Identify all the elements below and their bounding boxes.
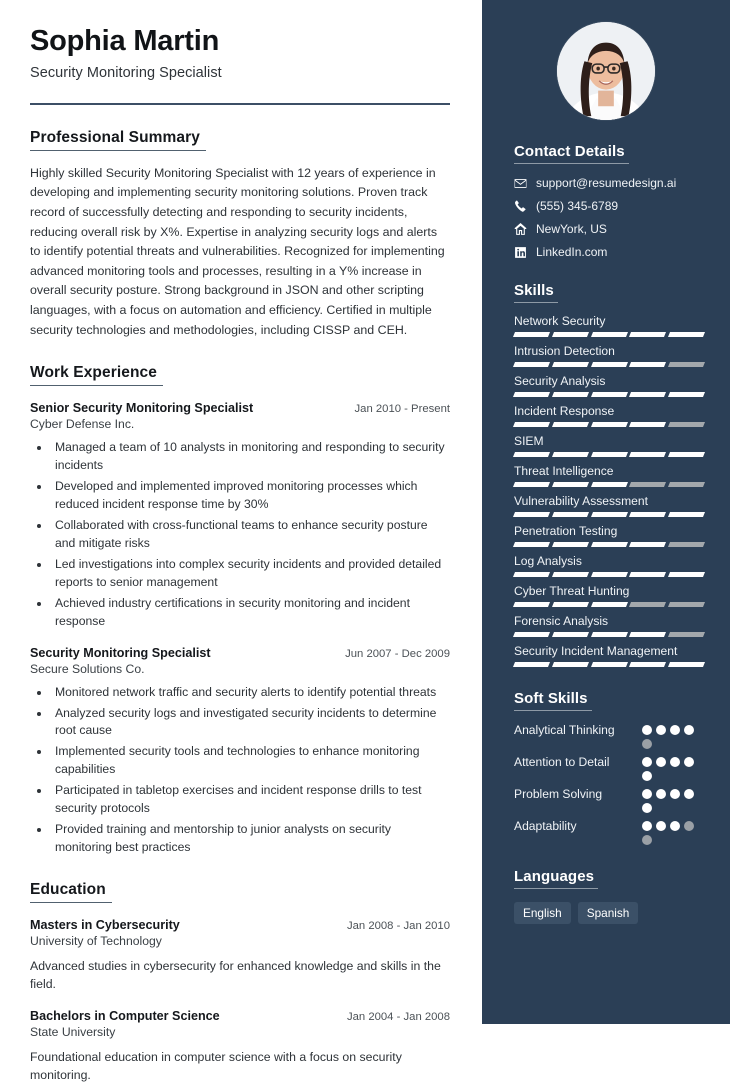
work-entry-role: Security Monitoring Specialist: [30, 645, 211, 660]
education-entry-school: University of Technology: [30, 934, 162, 949]
rating-dot: [642, 835, 652, 845]
skill-row: [514, 644, 704, 667]
skill-bar-segment: [591, 422, 628, 427]
skill-bar-segment: [552, 422, 589, 427]
work-bullet-item: • Monitored network traffic and security alerts to identify potential threats: [51, 684, 450, 702]
skill-bar-segment: [591, 542, 628, 547]
skill-row: [514, 344, 704, 367]
skill-bar-segment: [629, 422, 666, 427]
soft-skill-rating: [642, 818, 704, 845]
work-entry-date: Jun 2007 - Dec 2009: [345, 647, 450, 660]
work-entry-date: Jan 2010 - Present: [354, 403, 450, 416]
education-entry-date: Jan 2004 - Jan 2008: [346, 1010, 450, 1023]
education-entry-date: Jan 2008 - Jan 2010: [346, 920, 450, 933]
skill-row: [514, 494, 704, 517]
skill-bar-segment: [552, 662, 589, 667]
contact-details-section: [514, 143, 704, 259]
skill-bar-segment: [513, 332, 550, 337]
skill-bar-segment: [552, 632, 589, 637]
avatar-portrait-icon: [557, 22, 655, 120]
soft-skill-name: Problem Solving: [514, 787, 603, 801]
education-entry-header: [30, 1009, 450, 1023]
work-entry: [30, 401, 450, 630]
avatar: [557, 22, 655, 120]
skill-bar-segment: [668, 362, 705, 367]
languages-section: [514, 868, 704, 924]
education-entry-description: Foundational education in computer science with a focus on security monitoring.: [30, 1049, 402, 1083]
skill-level-bar: [514, 542, 704, 547]
contact-details-heading: Contact Details: [514, 143, 629, 164]
skill-name: Log Analysis: [514, 554, 582, 568]
skill-bar-segment: [591, 602, 628, 607]
skill-bar-segment: [629, 602, 666, 607]
work-bullet-item: • Managed a team of 10 analysts in monitoring and responding to security incidents: [51, 439, 450, 475]
contact-row[interactable]: [514, 245, 704, 259]
skill-bar-segment: [668, 422, 705, 427]
skill-bar-segment: [513, 572, 550, 577]
skill-bar-segment: [513, 452, 550, 457]
skill-level-bar: [514, 512, 704, 517]
skill-bar-segment: [552, 512, 589, 517]
skill-row: [514, 464, 704, 487]
work-bullet-item: • Participated in tabletop exercises and incident response drills to test security protocols: [51, 782, 450, 818]
work-experience-section: [30, 364, 450, 857]
skill-bar-segment: [668, 572, 705, 577]
contact-value: LinkedIn.com: [536, 245, 608, 259]
skill-bar-segment: [629, 632, 666, 637]
skill-bar-segment: [629, 512, 666, 517]
rating-dot: [670, 757, 680, 767]
work-entry-header: [30, 646, 450, 660]
skill-bar-segment: [552, 542, 589, 547]
soft-skills-heading: Soft Skills: [514, 690, 592, 711]
skill-name: Intrusion Detection: [514, 344, 615, 358]
skill-bar-segment: [591, 482, 628, 487]
skill-name: Penetration Testing: [514, 524, 618, 538]
skill-bar-segment: [668, 482, 705, 487]
soft-skills-list: [514, 722, 704, 845]
work-entry-company: Cyber Defense Inc.: [30, 417, 135, 432]
candidate-job-title: Security Monitoring Specialist: [30, 64, 222, 81]
skill-bar-segment: [591, 572, 628, 577]
skill-bar-segment: [552, 572, 589, 577]
candidate-name: Sophia Martin: [30, 25, 220, 57]
skills-section: [514, 282, 704, 667]
contact-row[interactable]: [514, 222, 704, 236]
work-experience-heading: Work Experience: [30, 364, 163, 386]
education-entry: [30, 1009, 450, 1085]
work-entry-list: [30, 401, 450, 857]
skill-row: [514, 434, 704, 457]
skill-bar-segment: [513, 422, 550, 427]
soft-skill-name: Analytical Thinking: [514, 723, 615, 737]
rating-dot: [656, 725, 666, 735]
soft-skill-row: [514, 754, 704, 781]
rating-dot: [642, 803, 652, 813]
skill-bar-segment: [668, 392, 705, 397]
skill-bar-segment: [668, 632, 705, 637]
education-entry-description: Advanced studies in cybersecurity for enhanced knowledge and skills in the field.: [30, 959, 441, 992]
skill-bar-segment: [552, 392, 589, 397]
skill-bar-segment: [513, 602, 550, 607]
rating-dot: [684, 789, 694, 799]
soft-skill-rating: [642, 722, 704, 749]
skill-level-bar: [514, 362, 704, 367]
soft-skill-rating: [642, 754, 704, 781]
rating-dot: [670, 725, 680, 735]
work-bullet-item: • Led investigations into complex security incidents and provided detailed reports to senior management: [51, 556, 450, 592]
rating-dot: [670, 789, 680, 799]
home-icon: [514, 223, 536, 236]
work-entry-bullets: [30, 439, 450, 630]
skill-bar-segment: [668, 602, 705, 607]
work-entry-role: Senior Security Monitoring Specialist: [30, 401, 254, 416]
skill-bar-segment: [668, 662, 705, 667]
skill-level-bar: [514, 482, 704, 487]
rating-dot: [642, 739, 652, 749]
skill-bar-segment: [591, 512, 628, 517]
soft-skill-row: [514, 786, 704, 813]
rating-dot: [684, 821, 694, 831]
skill-row: [514, 314, 704, 337]
rating-dot: [642, 757, 652, 767]
skill-bar-segment: [668, 512, 705, 517]
contact-value: support@resumedesign.ai: [536, 176, 677, 190]
professional-summary-text: Highly skilled Security Monitoring Specialist with 12 years of experience in developing and implementing security monitoring solutions. Proven track record of successfully detecting and responding to security incidents, reducing overall risk by X%. Expertise in analyzing security logs and alerts to identify potential threats and vulnerabilities. Recognized for implementing advanced monitoring tools and processes, resulting in a Y% increase in overall security posture. Strong background in JSON and other scripting languages, with a focus on automation and efficiency. Certified in multiple security technologies and methodologies, including CISSP and CEH.: [30, 165, 445, 337]
header-block: [30, 26, 450, 105]
skill-bar-segment: [513, 542, 550, 547]
skill-bar-segment: [513, 362, 550, 367]
skill-row: [514, 404, 704, 427]
work-bullet-item: • Collaborated with cross-functional teams to enhance security posture and mitigate risks: [51, 517, 450, 553]
languages-list: [514, 902, 704, 924]
professional-summary-heading: Professional Summary: [30, 129, 206, 151]
skill-bar-segment: [552, 332, 589, 337]
skill-bar-segment: [629, 542, 666, 547]
rating-dot: [656, 757, 666, 767]
skill-row: [514, 584, 704, 607]
skill-bar-segment: [629, 482, 666, 487]
soft-skill-name: Adaptability: [514, 819, 577, 833]
skill-bar-segment: [513, 482, 550, 487]
work-entry: [30, 646, 450, 857]
work-bullet-item: • Provided training and mentorship to junior analysts on security monitoring best practices: [51, 821, 450, 857]
skill-bar-segment: [591, 632, 628, 637]
skill-bar-segment: [552, 362, 589, 367]
education-entry: [30, 918, 450, 994]
languages-heading: Languages: [514, 868, 598, 889]
skill-level-bar: [514, 662, 704, 667]
skill-name: Cyber Threat Hunting: [514, 584, 630, 598]
skill-bar-segment: [629, 392, 666, 397]
rating-dot: [670, 821, 680, 831]
education-entry-header: [30, 918, 450, 932]
skill-bar-segment: [668, 542, 705, 547]
skill-name: SIEM: [514, 434, 544, 448]
language-chip: English: [514, 902, 571, 924]
contact-value: NewYork, US: [536, 222, 607, 236]
skill-bar-segment: [668, 452, 705, 457]
skill-bar-segment: [552, 482, 589, 487]
language-chip: Spanish: [578, 902, 639, 924]
contact-row[interactable]: [514, 176, 704, 190]
work-bullet-item: • Developed and implemented improved monitoring processes which reduced incident response time by 30%: [51, 478, 450, 514]
education-entry-list: [30, 918, 450, 1085]
skill-bar-segment: [629, 662, 666, 667]
skill-bar-segment: [591, 452, 628, 457]
education-entry-degree: Masters in Cybersecurity: [30, 918, 180, 933]
skill-row: [514, 374, 704, 397]
envelope-icon: [514, 177, 536, 190]
sidebar-content: [482, 143, 730, 924]
rating-dot: [684, 725, 694, 735]
skill-bar-segment: [629, 362, 666, 367]
skill-bar-segment: [629, 332, 666, 337]
skills-heading: Skills: [514, 282, 558, 303]
skill-bar-segment: [591, 662, 628, 667]
skill-bar-segment: [591, 332, 628, 337]
skill-level-bar: [514, 392, 704, 397]
rating-dot: [642, 725, 652, 735]
skill-bar-segment: [513, 392, 550, 397]
rating-dot: [656, 821, 666, 831]
soft-skills-section: [514, 690, 704, 845]
skill-name: Security Incident Management: [514, 644, 678, 658]
linkedin-icon: [514, 246, 536, 259]
skill-name: Security Analysis: [514, 374, 606, 388]
avatar-wrapper: [482, 0, 730, 120]
skill-bar-segment: [552, 452, 589, 457]
work-entry-bullets: [30, 684, 450, 857]
skill-bar-segment: [513, 632, 550, 637]
contact-list: [514, 176, 704, 259]
skill-bar-segment: [629, 452, 666, 457]
education-entry-degree: Bachelors in Computer Science: [30, 1008, 220, 1023]
skill-name: Incident Response: [514, 404, 615, 418]
skill-name: Forensic Analysis: [514, 614, 609, 628]
skill-bar-segment: [552, 602, 589, 607]
rating-dot: [642, 789, 652, 799]
education-entry-school: State University: [30, 1024, 116, 1039]
skill-bar-segment: [513, 662, 550, 667]
rating-dot: [684, 757, 694, 767]
skill-bar-segment: [591, 362, 628, 367]
work-entry-header: [30, 401, 450, 415]
rating-dot: [642, 821, 652, 831]
rating-dot: [642, 771, 652, 781]
skills-list: [514, 314, 704, 667]
skill-level-bar: [514, 632, 704, 637]
skill-row: [514, 554, 704, 577]
work-bullet-item: • Achieved industry certifications in security monitoring and incident response: [51, 595, 450, 631]
soft-skill-row: [514, 818, 704, 845]
work-bullet-item: • Analyzed security logs and investigated security incidents to determine root cause: [51, 705, 450, 741]
skill-bar-segment: [513, 512, 550, 517]
header-divider: [30, 103, 450, 105]
professional-summary-section: [30, 129, 450, 340]
education-section: [30, 881, 450, 1085]
contact-value: (555) 345-6789: [536, 199, 619, 213]
skill-name: Threat Intelligence: [514, 464, 614, 478]
skill-name: Network Security: [514, 314, 606, 328]
rating-dot: [656, 789, 666, 799]
skill-bar-segment: [591, 392, 628, 397]
soft-skill-rating: [642, 786, 704, 813]
education-heading: Education: [30, 881, 112, 903]
skill-bar-segment: [629, 572, 666, 577]
skill-level-bar: [514, 452, 704, 457]
skill-level-bar: [514, 572, 704, 577]
soft-skill-name: Attention to Detail: [514, 755, 610, 769]
skill-row: [514, 524, 704, 547]
contact-row[interactable]: [514, 199, 704, 213]
soft-skill-row: [514, 722, 704, 749]
skill-row: [514, 614, 704, 637]
skill-bar-segment: [668, 332, 705, 337]
work-bullet-item: • Implemented security tools and technologies to enhance monitoring capabilities: [51, 743, 450, 779]
resume-sidebar: [482, 0, 730, 1024]
phone-icon: [514, 200, 536, 213]
skill-level-bar: [514, 422, 704, 427]
skill-level-bar: [514, 602, 704, 607]
work-entry-company: Secure Solutions Co.: [30, 661, 145, 676]
skill-name: Vulnerability Assessment: [514, 494, 648, 508]
skill-level-bar: [514, 332, 704, 337]
